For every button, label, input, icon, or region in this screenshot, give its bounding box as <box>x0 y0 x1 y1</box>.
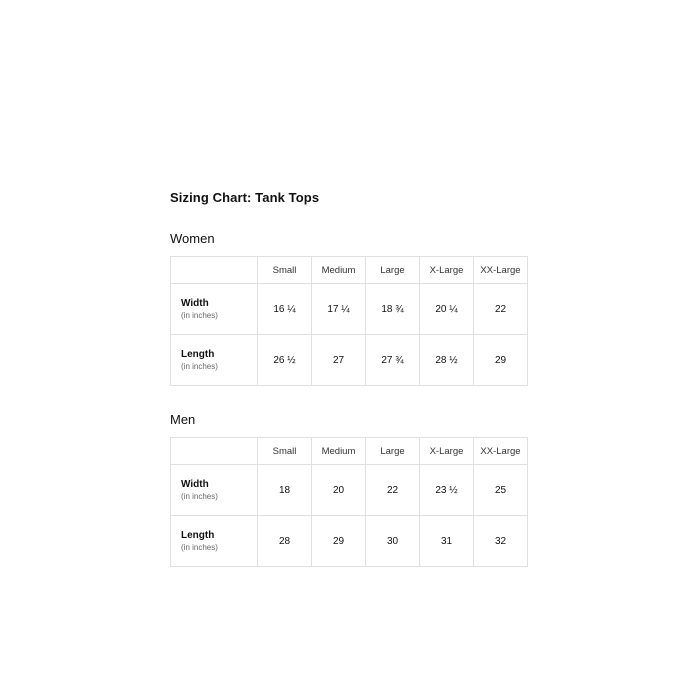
column-header-small: Small <box>258 438 312 465</box>
cell-width-xlarge: 23 ½ <box>420 465 474 516</box>
column-header-large: Large <box>366 257 420 284</box>
column-header-xxlarge: XX-Large <box>474 438 528 465</box>
section-title-women: Women <box>170 231 215 246</box>
cell-length-small: 26 ½ <box>258 335 312 386</box>
column-header-medium: Medium <box>312 257 366 284</box>
column-header-medium: Medium <box>312 438 366 465</box>
table-header-row <box>171 257 528 284</box>
cell-width-small: 18 <box>258 465 312 516</box>
table-row <box>171 516 528 567</box>
table-header-men <box>171 438 528 465</box>
sizing-table-men <box>170 437 528 567</box>
table-row <box>171 335 528 386</box>
table-body-men <box>171 465 528 567</box>
row-label: Length <box>181 530 215 541</box>
row-header-length <box>171 335 258 386</box>
cell-length-xlarge: 31 <box>420 516 474 567</box>
column-header-large: Large <box>366 438 420 465</box>
row-label: Length <box>181 349 215 360</box>
row-unit: (in inches) <box>181 311 218 320</box>
row-label: Width <box>181 479 209 490</box>
cell-width-small: 16 ¼ <box>258 284 312 335</box>
column-header-corner <box>171 438 258 465</box>
section-title-men: Men <box>170 412 196 427</box>
section-women <box>170 231 530 386</box>
cell-width-large: 22 <box>366 465 420 516</box>
cell-width-medium: 20 <box>312 465 366 516</box>
column-header-xlarge: X-Large <box>420 257 474 284</box>
cell-length-xxlarge: 32 <box>474 516 528 567</box>
table-header-women <box>171 257 528 284</box>
column-header-corner <box>171 257 258 284</box>
cell-width-medium: 17 ¼ <box>312 284 366 335</box>
row-header-width <box>171 465 258 516</box>
cell-length-large: 27 ¾ <box>366 335 420 386</box>
section-men <box>170 412 530 567</box>
row-unit: (in inches) <box>181 362 218 371</box>
table-header-row <box>171 438 528 465</box>
column-header-xxlarge: XX-Large <box>474 257 528 284</box>
page-title: Sizing Chart: Tank Tops <box>170 190 320 205</box>
sizing-chart-document <box>170 190 530 593</box>
row-label: Width <box>181 298 209 309</box>
column-header-small: Small <box>258 257 312 284</box>
column-header-xlarge: X-Large <box>420 438 474 465</box>
cell-width-xxlarge: 22 <box>474 284 528 335</box>
table-row <box>171 284 528 335</box>
cell-length-medium: 27 <box>312 335 366 386</box>
cell-length-large: 30 <box>366 516 420 567</box>
cell-width-xlarge: 20 ¼ <box>420 284 474 335</box>
table-row <box>171 465 528 516</box>
row-unit: (in inches) <box>181 543 218 552</box>
cell-width-large: 18 ¾ <box>366 284 420 335</box>
row-header-length <box>171 516 258 567</box>
row-header-width <box>171 284 258 335</box>
cell-length-medium: 29 <box>312 516 366 567</box>
cell-length-xxlarge: 29 <box>474 335 528 386</box>
sizing-table-women <box>170 256 528 386</box>
cell-width-xxlarge: 25 <box>474 465 528 516</box>
cell-length-small: 28 <box>258 516 312 567</box>
cell-length-xlarge: 28 ½ <box>420 335 474 386</box>
row-unit: (in inches) <box>181 492 218 501</box>
table-body-women <box>171 284 528 386</box>
